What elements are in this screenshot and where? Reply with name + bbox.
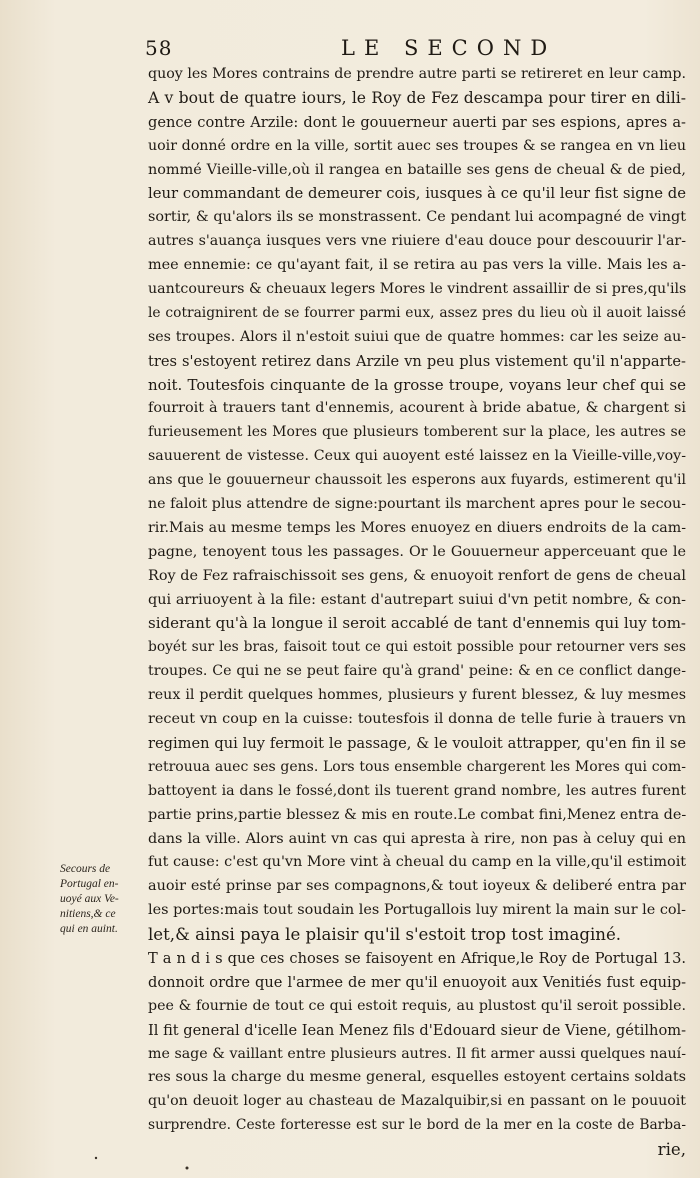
text-line: sauuerent de vistesse. Ceux qui auoyent esté laissez en la Vieille-ville,voy-	[148, 448, 686, 465]
text-line: surprendre. Ceste forteresse est sur le bord de la mer en la coste de Barba-	[148, 1117, 686, 1134]
text-line: gence contre Arzile: dont le gouuerneur auerti par ses espions, apres a-	[148, 113, 686, 131]
text-line: ans que le gouuerneur chaussoit les esperons aux fuyards, estimerent qu'il	[148, 472, 686, 489]
text-line: qu'on deuoit loger au chasteau de Mazalquibir,si en passant on le pouuoit	[148, 1093, 686, 1110]
text-line: T a n d i s que ces choses se faisoyent en Afrique,le Roy de Portugal 13.	[148, 949, 686, 967]
text-line: fourroit à trauers tant d'ennemis, acourent à bride abatue, & chargent si	[148, 400, 686, 417]
text-line: rir.Mais au mesme temps les Mores enuoyez en diuers endroits de la cam-	[148, 519, 686, 536]
text-line: regimen qui luy fermoit le passage, & le vouloit attrapper, qu'en fin il se	[148, 734, 686, 752]
running-head: LE SECOND	[341, 36, 557, 60]
text-line: retrouua auec ses gens. Lors tous ensemble chargerent les Mores qui com-	[148, 758, 686, 775]
text-line: let,& ainsi paya le plaisir qu'il s'estoit trop tost imaginé.	[148, 925, 622, 945]
text-line: fut cause: c'est qu'vn More vint à cheual du camp en la ville,qu'il estimoit	[148, 854, 687, 871]
text-line: le cotraignirent de se fourrer parmi eux, assez pres du lieu où il auoit laissé	[148, 304, 686, 321]
text-line: rie,	[657, 1140, 686, 1160]
text-line: donnoit ordre que l'armee de mer qu'il enuoyoit aux Venitiés fust equip-	[148, 973, 686, 991]
text-line: partie prins,partie blessez & mis en route.Le combat fini,Menez entra de-	[148, 806, 687, 823]
page-number: 58	[145, 36, 173, 60]
text-line: mee ennemie: ce qu'ayant fait, il se retira au pas vers la ville. Mais les a-	[148, 257, 686, 274]
text-line: reux il perdit quelques hommes, plusieurs y furent blessez, & luy mesmes	[148, 687, 686, 704]
text-line: pagne, tenoyent tous les passages. Or le Gouuerneur apperceuant que le	[148, 543, 686, 560]
text-line: les portes:mais tout soudain les Portugallois luy mirent la main sur le col-	[148, 902, 687, 919]
text-line: battoyent ia dans le fossé,dont ils tuerent grand nombre, les autres furent	[148, 782, 686, 799]
text-line: autres s'auança iusques vers vne riuiere d'eau douce pour descouurir l'ar-	[148, 233, 686, 250]
text-line: auoir esté prinse par ses compagnons,& tout ioyeux & deliberé entra par	[148, 878, 686, 895]
text-line: me sage & vaillant entre plusieurs autres. Il fit armer aussi quelques nauí-	[148, 1045, 686, 1062]
margin-note-line: qui en auint.	[60, 923, 118, 935]
text-line: quoy les Mores contrains de prendre autre parti se retireret en leur camp.	[148, 66, 686, 82]
text-line: leur commandant de demeurer cois, iusques à ce qu'il leur fist signe de	[148, 185, 686, 203]
text-line: pee & fournie de tout ce qui estoit requis, au plustost qu'il seroit possible.	[148, 997, 686, 1014]
text-line: sortir, & qu'alors ils se monstrassent. Ce pendant lui acompagné de vingt	[148, 209, 686, 226]
margin-note-line: Portugal en-	[60, 878, 119, 890]
text-line: boyét sur les bras, faisoit tout ce qui estoit possible pour retourner vers ses	[148, 639, 686, 656]
text-line: Il fit general d'icelle Iean Menez fils d'Edouard sieur de Viene, gétilhom-	[148, 1021, 687, 1039]
text-line: receut vn coup en la cuisse: toutesfois il donna de telle furie à trauers vn	[148, 711, 686, 728]
text-line: uantcoureurs & cheuaux legers Mores le vindrent assaillir de si pres,qu'ils	[148, 281, 687, 298]
text-line: res sous la charge du mesme general, esquelles estoyent certains soldats	[148, 1069, 686, 1086]
text-line: uoir donné ordre en la ville, sortit auec ses troupes & se rangea en vn lieu	[148, 137, 686, 154]
text-line: nommé Vieille-ville,où il rangea en bataille ses gens de cheual & de pied,	[148, 161, 686, 178]
text-line: Roy de Fez rafraischissoit ses gens, & enuoyoit renfort de gens de cheual	[148, 567, 686, 584]
text-line: furieusement les Mores que plusieurs tomberent sur la place, les autres se	[148, 424, 686, 441]
text-line: troupes. Ce qui ne se peut faire qu'à grand' peine: & en ce conflict dange-	[148, 663, 686, 680]
text-line: qui arriuoyent à la file: estant d'autrepart suiui d'vn petit nombre, & con-	[148, 591, 686, 608]
text-line: siderant qu'à la longue il seroit accablé de tant d'ennemis qui luy tom-	[148, 614, 686, 633]
text-line: A v bout de quatre iours, le Roy de Fez descampa pour tirer en dili-	[148, 88, 686, 107]
margin-note-line: Secours de	[60, 863, 111, 875]
text-line: noit. Toutesfois cinquante de la grosse troupe, voyans leur chef qui se	[148, 375, 686, 394]
text-line: tres s'estoyent retirez dans Arzile vn peu plus vistement qu'il n'apparte-	[148, 352, 686, 370]
text-line: ses troupes. Alors il n'estoit suiui que de quatre hommes: car les seize au-	[148, 328, 686, 345]
text-line: dans la ville. Alors auint vn cas qui apresta à rire, non pas à celuy qui en	[148, 830, 686, 847]
margin-note-line: uoyé aux Ve-	[60, 893, 119, 905]
text-line: ne faloit plus attendre de signe:pourtant ils marchent apres pour le secou-	[148, 496, 686, 513]
margin-note-line: nitiens,& ce	[60, 908, 116, 920]
